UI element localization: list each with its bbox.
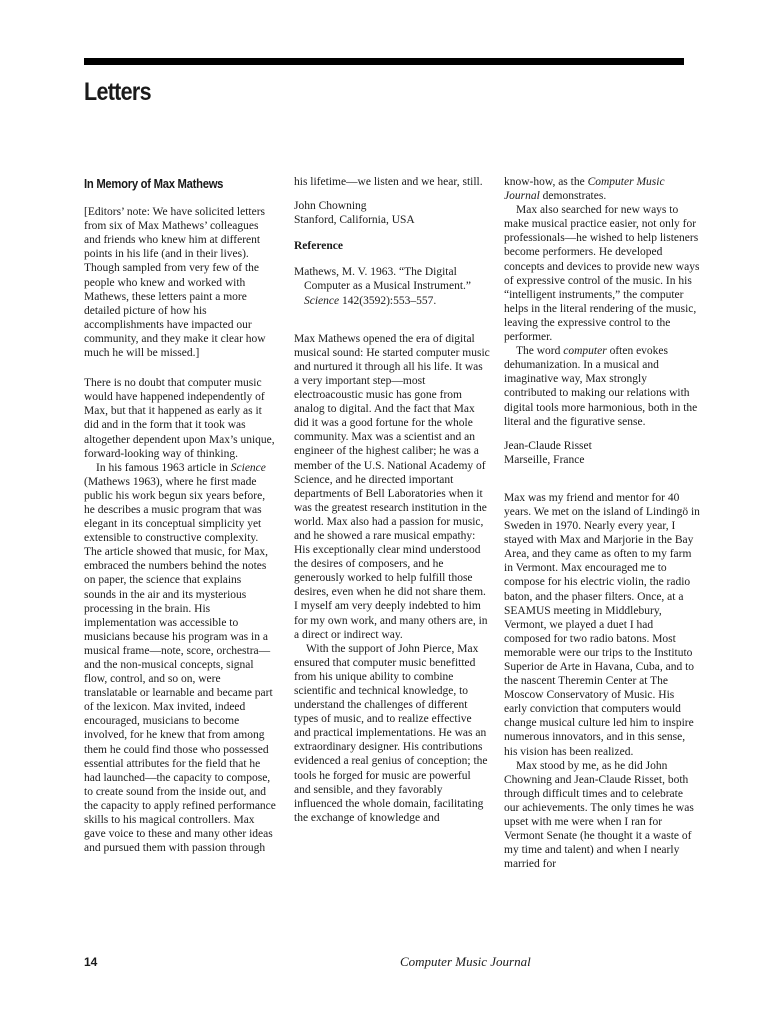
signature-place: Marseille, France <box>504 453 585 466</box>
paragraph: know-how, as the Computer Music Journal demonstrates. <box>504 176 665 203</box>
article-title: In Memory of Max Mathews <box>84 177 224 191</box>
paragraph: Max also searched for new ways to make musical practice easier, not only for professionals—he wished to help listeners become performers. He developed concepts and devices to provide new ways of expressive control of the music. In his “intelligent instruments,” the computer helps in the literal rendering of the music, leaving the expressive control to the performer. <box>504 204 700 344</box>
paragraph: Max stood by me, as he did John Chowning and Jean-Claude Risset, both through difficult times and to celebrate our achievements. The only times he was upset with me were when I ran for Vermont Senate (he thought it a waste of my time and talent) and when I nearly married for <box>504 759 694 871</box>
signature-name: John Chowning <box>294 200 367 213</box>
header-rule <box>84 58 684 65</box>
reference-heading: Reference <box>294 240 343 253</box>
signature-name: Jean-Claude Risset <box>504 439 592 452</box>
signature-place: Stanford, California, USA <box>294 214 415 227</box>
page-number: 14 <box>84 955 98 969</box>
reference-entry: Mathews, M. V. 1963. “The Digital Computer as a Musical Instrument.” Science 142(3592):553–557. <box>294 266 472 307</box>
paragraph: Max Mathews opened the era of digital musical sound: He started computer music and nurtured it through all his life. It was a very important step—most electroacoustic music has gone from analog to digital. And the fact that Max did it was a good fortune for the whole community. Max was a scientist and an engineer of the highest caliber; he was a member of the U.S. National Academy of Science, and he directed important departments of Bell Laboratories when it was the greatest research institution in the world. Max also had a passion for music, and he showed a rare musical empathy: His exceptionally clear mind understood the desires of composers, and he generously worked to help fulfill those desires, even when he did not share them. I myself am very deeply indebted to him for my own work, and many others are, in a direct or indirect way. <box>294 332 490 641</box>
paragraph: There is no doubt that computer music would have happened independently of Max, but that it happened as early as it did and in the form that it took was altogether dependent upon Max’s unique, forward-looking way of thinking. <box>84 377 275 460</box>
editors-note: [Editors’ note: We have solicited letters from six of Max Mathews’ colleagues and friends who knew him at different points in his life (and in their lives). Though sampled from very few of the people who knew and worked with Mathews, these letters paint a more detailed picture of how his accomplishments have impacted our community, and they make it clear how much he will be missed.] <box>84 206 266 360</box>
paragraph: his lifetime—we listen and we hear, still. <box>294 176 483 188</box>
journal-name: Computer Music Journal <box>400 954 531 969</box>
paragraph: With the support of John Pierce, Max ensured that computer music benefitted from his unique ability to combine scientific and technical knowledge, to understand the challenges of different types of music, and to realize effective and practical implementations. He was an extraordinary designer. His contributions evidenced a real genius of conception; the tools he forged for music are powerful and sensible, and they favorably influenced the whole domain, facilitating the exchange of knowledge and <box>294 642 488 824</box>
paragraph: The word computer often evokes dehumanization. In a musical and imaginative way, Max strongly contributed to making our relations with digital tools more harmonious, both in the literal and the figurative sense. <box>504 345 698 428</box>
column-3 <box>504 175 700 871</box>
section-title: Letters <box>84 78 151 106</box>
paragraph: Max was my friend and mentor for 40 years. We met on the island of Lindingö in Sweden in 1970. Nearly every year, I stayed with Max and Marjorie in the Bay Area, and they came as often to my farm in Vermont. Max encouraged me to compose for his electric violin, the radio baton, and the phaser filters. Once, at a SEAMUS meeting in Middlebury, Vermont, we played a duet I had composed for two radio batons. Most memorable were our trips to the Instituto Superior de Arte in Havana, Cuba, and to the nascent Theremin Center at The Moscow Conservatory of Music. His early conviction that computers would change musical culture led him to inspire numerous innovators, and in this sense, his vision has been realized. <box>504 491 700 758</box>
paragraph: In his famous 1963 article in Science (Mathews 1963), where he first made public his work begun six years before, he describes a music program that was elegant in its conceptual simplicity yet extensible to constructive complexity. The article showed that music, for Max, embraced the numbers behind the notes on paper, the science that explains sounds in the air and its mysterious processing in the brain. His implementation was accessible to musicians because his program was in a musical frame—note, score, orchestra—and the non-musical concepts, signal flow, control, and so on, were translatable or learnable and became part of the lexicon. Max invited, indeed encouraged, musicians to become involved, for he knew that from among them he could find those who possessed essential attributes for the field that he had launched—the capacity to compose, to create sound from the inside out, and the capacity to apply refined performance skills to his magical controllers. Max gave voice to these and many other ideas and pursued them with passion through <box>84 461 276 855</box>
column-2 <box>294 175 490 825</box>
column-1 <box>84 175 276 855</box>
